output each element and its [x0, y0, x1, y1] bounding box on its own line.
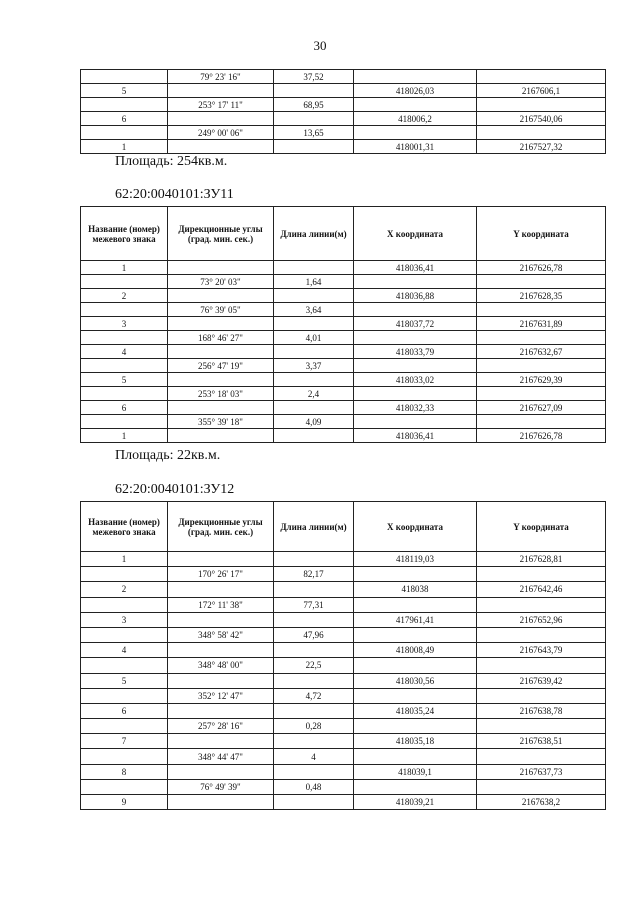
- table-cell: [477, 98, 606, 112]
- table-body: [81, 552, 606, 810]
- table-cell: 4: [81, 345, 168, 359]
- table-row: [81, 345, 606, 359]
- table-cell: [354, 70, 477, 84]
- table-cell: [168, 673, 274, 688]
- table-row: [81, 429, 606, 443]
- table-cell: 418039,21: [354, 795, 477, 810]
- table-cell: [477, 627, 606, 642]
- table-cell: [354, 749, 477, 764]
- table-cell: 348° 48' 00": [168, 658, 274, 673]
- table-cell: [81, 303, 168, 317]
- table-cell: 1,64: [274, 275, 354, 289]
- table-row: [81, 70, 606, 84]
- table-cell: [477, 749, 606, 764]
- header-line-length: Длина линии(м): [274, 207, 354, 261]
- table-cell: [168, 734, 274, 749]
- table-cell: [274, 703, 354, 718]
- table-cell: 418035,18: [354, 734, 477, 749]
- table-cell: [274, 84, 354, 98]
- table-cell: [477, 303, 606, 317]
- table-cell: [477, 719, 606, 734]
- table-cell: [477, 688, 606, 703]
- table-cell: 2167606,1: [477, 84, 606, 98]
- page-number: 30: [313, 38, 327, 53]
- table-cell: [477, 415, 606, 429]
- table-cell: 257° 28' 16": [168, 719, 274, 734]
- table-cell: [81, 719, 168, 734]
- table-row: [81, 627, 606, 642]
- table-row: [81, 112, 606, 126]
- table-cell: 2167637,73: [477, 764, 606, 779]
- table-row: [81, 597, 606, 612]
- table-cell: 418037,72: [354, 317, 477, 331]
- table-cell: 418006,2: [354, 112, 477, 126]
- table-cell: 418039,1: [354, 764, 477, 779]
- area-label: Площадь: 22кв.м.: [115, 448, 221, 463]
- table-cell: 1: [81, 140, 168, 154]
- table-cell: 4,72: [274, 688, 354, 703]
- table-cell: 2167527,32: [477, 140, 606, 154]
- table-cell: 0,28: [274, 719, 354, 734]
- table-cell: 2167643,79: [477, 643, 606, 658]
- table-cell: [354, 779, 477, 794]
- table-cell: [168, 582, 274, 597]
- table-cell: 2167626,78: [477, 261, 606, 275]
- table-cell: [81, 658, 168, 673]
- header-row: [81, 207, 606, 261]
- table-cell: [354, 303, 477, 317]
- table-row: [81, 703, 606, 718]
- table-cell: [168, 703, 274, 718]
- table-cell: 418119,03: [354, 552, 477, 567]
- table-cell: 2,4: [274, 387, 354, 401]
- table-row: [81, 373, 606, 387]
- table-cell: 418036,41: [354, 429, 477, 443]
- table-row: [81, 688, 606, 703]
- table-cell: 22,5: [274, 658, 354, 673]
- table-cell: [81, 275, 168, 289]
- header-x-coordinate: X координата: [354, 502, 477, 552]
- table-cell: 2167626,78: [477, 429, 606, 443]
- table-row: [81, 126, 606, 140]
- table-row: [81, 764, 606, 779]
- header-direction-angle: Дирекционные углы (град. мин. сек.): [168, 207, 274, 261]
- table-cell: 2167638,78: [477, 703, 606, 718]
- table-cell: 418038: [354, 582, 477, 597]
- table-cell: [274, 112, 354, 126]
- header-row: [81, 502, 606, 552]
- table-row: [81, 779, 606, 794]
- table-cell: [477, 567, 606, 582]
- table-row: [81, 719, 606, 734]
- table-row: [81, 359, 606, 373]
- table-row: [81, 140, 606, 154]
- header-point-name: Название (номер) межевого знака: [81, 207, 168, 261]
- table-cell: [81, 749, 168, 764]
- table-cell: 2167540,06: [477, 112, 606, 126]
- table-cell: [274, 345, 354, 359]
- table-cell: [168, 764, 274, 779]
- table-cell: [81, 627, 168, 642]
- table-cell: 418036,88: [354, 289, 477, 303]
- table-cell: [354, 597, 477, 612]
- table-cell: 348° 44' 47": [168, 749, 274, 764]
- area-label: Площадь: 254кв.м.: [115, 154, 228, 169]
- table-row: [81, 643, 606, 658]
- table-cell: [274, 373, 354, 387]
- table-row: [81, 303, 606, 317]
- table-row: [81, 734, 606, 749]
- table-cell: [274, 795, 354, 810]
- table-cell: [274, 612, 354, 627]
- table-cell: 0,48: [274, 779, 354, 794]
- table-cell: [168, 317, 274, 331]
- table-cell: 348° 58' 42": [168, 627, 274, 642]
- table-cell: [81, 70, 168, 84]
- table-cell: [168, 612, 274, 627]
- table-cell: [274, 552, 354, 567]
- table-cell: 418008,49: [354, 643, 477, 658]
- table-cell: [274, 140, 354, 154]
- table-row: [81, 289, 606, 303]
- table-cell: [168, 643, 274, 658]
- table-cell: 2: [81, 582, 168, 597]
- table-cell: 172° 11' 38": [168, 597, 274, 612]
- plot-number-title: 62:20:0040101:ЗУ12: [115, 482, 235, 497]
- coordinates-table-zu11: [80, 206, 606, 443]
- table-cell: 3,37: [274, 359, 354, 373]
- table-cell: 76° 49' 39": [168, 779, 274, 794]
- table-row: [81, 795, 606, 810]
- table-cell: 253° 18' 03": [168, 387, 274, 401]
- table-cell: [477, 387, 606, 401]
- table-cell: [354, 658, 477, 673]
- table-cell: 2167627,09: [477, 401, 606, 415]
- table-row: [81, 84, 606, 98]
- table-cell: [274, 401, 354, 415]
- table-cell: [168, 140, 274, 154]
- table-cell: 168° 46' 27": [168, 331, 274, 345]
- table-cell: 417961,41: [354, 612, 477, 627]
- table-cell: [81, 126, 168, 140]
- table-cell: 5: [81, 84, 168, 98]
- table-cell: [354, 719, 477, 734]
- table-cell: 4: [81, 643, 168, 658]
- table-cell: [81, 415, 168, 429]
- table-cell: 82,17: [274, 567, 354, 582]
- table-cell: 418033,02: [354, 373, 477, 387]
- table-cell: [274, 582, 354, 597]
- table-cell: [354, 627, 477, 642]
- header-point-name: Название (номер) межевого знака: [81, 502, 168, 552]
- table-cell: [274, 764, 354, 779]
- table-body: [81, 70, 606, 154]
- table-cell: 170° 26' 17": [168, 567, 274, 582]
- table-cell: 352° 12' 47": [168, 688, 274, 703]
- table-row: [81, 582, 606, 597]
- table-row: [81, 612, 606, 627]
- table-cell: 418030,56: [354, 673, 477, 688]
- table-row: [81, 552, 606, 567]
- table-cell: 249° 00' 06": [168, 126, 274, 140]
- table-cell: 418026,03: [354, 84, 477, 98]
- table-cell: [274, 289, 354, 303]
- table-cell: 13,65: [274, 126, 354, 140]
- table-cell: 2167632,67: [477, 345, 606, 359]
- table-cell: [168, 552, 274, 567]
- table-row: [81, 567, 606, 582]
- table-cell: [354, 387, 477, 401]
- header-y-coordinate: Y координата: [477, 207, 606, 261]
- table-cell: 2167642,46: [477, 582, 606, 597]
- table-cell: 418033,79: [354, 345, 477, 359]
- table-row: [81, 673, 606, 688]
- table-cell: [477, 331, 606, 345]
- table-cell: [81, 567, 168, 582]
- table-cell: 9: [81, 795, 168, 810]
- table-cell: [168, 401, 274, 415]
- table-cell: [168, 289, 274, 303]
- table-body: [81, 261, 606, 443]
- table-cell: [477, 359, 606, 373]
- table-cell: 1: [81, 261, 168, 275]
- table-cell: [81, 387, 168, 401]
- table-cell: [81, 688, 168, 703]
- table-cell: [274, 429, 354, 443]
- table-cell: 68,95: [274, 98, 354, 112]
- header-line-length: Длина линии(м): [274, 502, 354, 552]
- table-cell: [274, 734, 354, 749]
- table-cell: 76° 39' 05": [168, 303, 274, 317]
- table-cell: 8: [81, 764, 168, 779]
- table-row: [81, 261, 606, 275]
- table-row: [81, 275, 606, 289]
- table-cell: [168, 373, 274, 387]
- table-cell: [274, 673, 354, 688]
- table-cell: 418035,24: [354, 703, 477, 718]
- table-row: [81, 401, 606, 415]
- coordinates-table-continued: [80, 69, 606, 154]
- table-cell: 3: [81, 317, 168, 331]
- table-cell: 5: [81, 373, 168, 387]
- table-cell: 2167652,96: [477, 612, 606, 627]
- table-cell: [168, 345, 274, 359]
- table-cell: 5: [81, 673, 168, 688]
- header-direction-angle: Дирекционные углы (град. мин. сек.): [168, 502, 274, 552]
- table-cell: 2167629,39: [477, 373, 606, 387]
- table-cell: [274, 317, 354, 331]
- table-cell: [477, 779, 606, 794]
- table-row: [81, 317, 606, 331]
- header-x-coordinate: X координата: [354, 207, 477, 261]
- table-cell: [81, 779, 168, 794]
- table-cell: [477, 597, 606, 612]
- table-row: [81, 749, 606, 764]
- table-cell: [168, 429, 274, 443]
- table-cell: 418036,41: [354, 261, 477, 275]
- table-cell: 7: [81, 734, 168, 749]
- table-cell: [81, 359, 168, 373]
- plot-number-title: 62:20:0040101:ЗУ11: [115, 187, 234, 202]
- table-cell: 3,64: [274, 303, 354, 317]
- coordinates-table-zu12: [80, 501, 606, 810]
- table-cell: [354, 98, 477, 112]
- table-cell: 2: [81, 289, 168, 303]
- table-cell: [81, 331, 168, 345]
- table-cell: [354, 567, 477, 582]
- table-cell: [168, 84, 274, 98]
- table-cell: [354, 359, 477, 373]
- table-cell: [168, 112, 274, 126]
- table-cell: [354, 688, 477, 703]
- table-cell: [354, 126, 477, 140]
- table-cell: [477, 126, 606, 140]
- table-cell: [477, 658, 606, 673]
- table-cell: 73° 20' 03": [168, 275, 274, 289]
- table-cell: 2167628,81: [477, 552, 606, 567]
- table-cell: 6: [81, 703, 168, 718]
- table-row: [81, 658, 606, 673]
- table-cell: 3: [81, 612, 168, 627]
- table-cell: 1: [81, 429, 168, 443]
- header-y-coordinate: Y координата: [477, 502, 606, 552]
- table-cell: 6: [81, 112, 168, 126]
- table-cell: 6: [81, 401, 168, 415]
- table-cell: 2167639,42: [477, 673, 606, 688]
- table-row: [81, 98, 606, 112]
- table-row: [81, 387, 606, 401]
- table-cell: [477, 275, 606, 289]
- table-cell: 47,96: [274, 627, 354, 642]
- table-cell: [81, 98, 168, 112]
- table-cell: 256° 47' 19": [168, 359, 274, 373]
- table-cell: 1: [81, 552, 168, 567]
- table-cell: [354, 331, 477, 345]
- table-cell: 4,09: [274, 415, 354, 429]
- table-cell: 37,52: [274, 70, 354, 84]
- table-cell: 4: [274, 749, 354, 764]
- table-cell: [168, 795, 274, 810]
- table-cell: 77,31: [274, 597, 354, 612]
- table-cell: 2167628,35: [477, 289, 606, 303]
- table-cell: 79° 23' 16": [168, 70, 274, 84]
- table-row: [81, 415, 606, 429]
- table-cell: 2167631,89: [477, 317, 606, 331]
- table-cell: [477, 70, 606, 84]
- table-cell: 418001,31: [354, 140, 477, 154]
- table-cell: [168, 261, 274, 275]
- table-cell: 2167638,51: [477, 734, 606, 749]
- table-cell: [354, 275, 477, 289]
- table-cell: [81, 597, 168, 612]
- table-cell: [274, 643, 354, 658]
- table-cell: [274, 261, 354, 275]
- table-cell: 2167638,2: [477, 795, 606, 810]
- table-cell: [354, 415, 477, 429]
- table-cell: 355° 39' 18": [168, 415, 274, 429]
- table-cell: 418032,33: [354, 401, 477, 415]
- table-cell: 253° 17' 11": [168, 98, 274, 112]
- table-row: [81, 331, 606, 345]
- table-cell: 4,01: [274, 331, 354, 345]
